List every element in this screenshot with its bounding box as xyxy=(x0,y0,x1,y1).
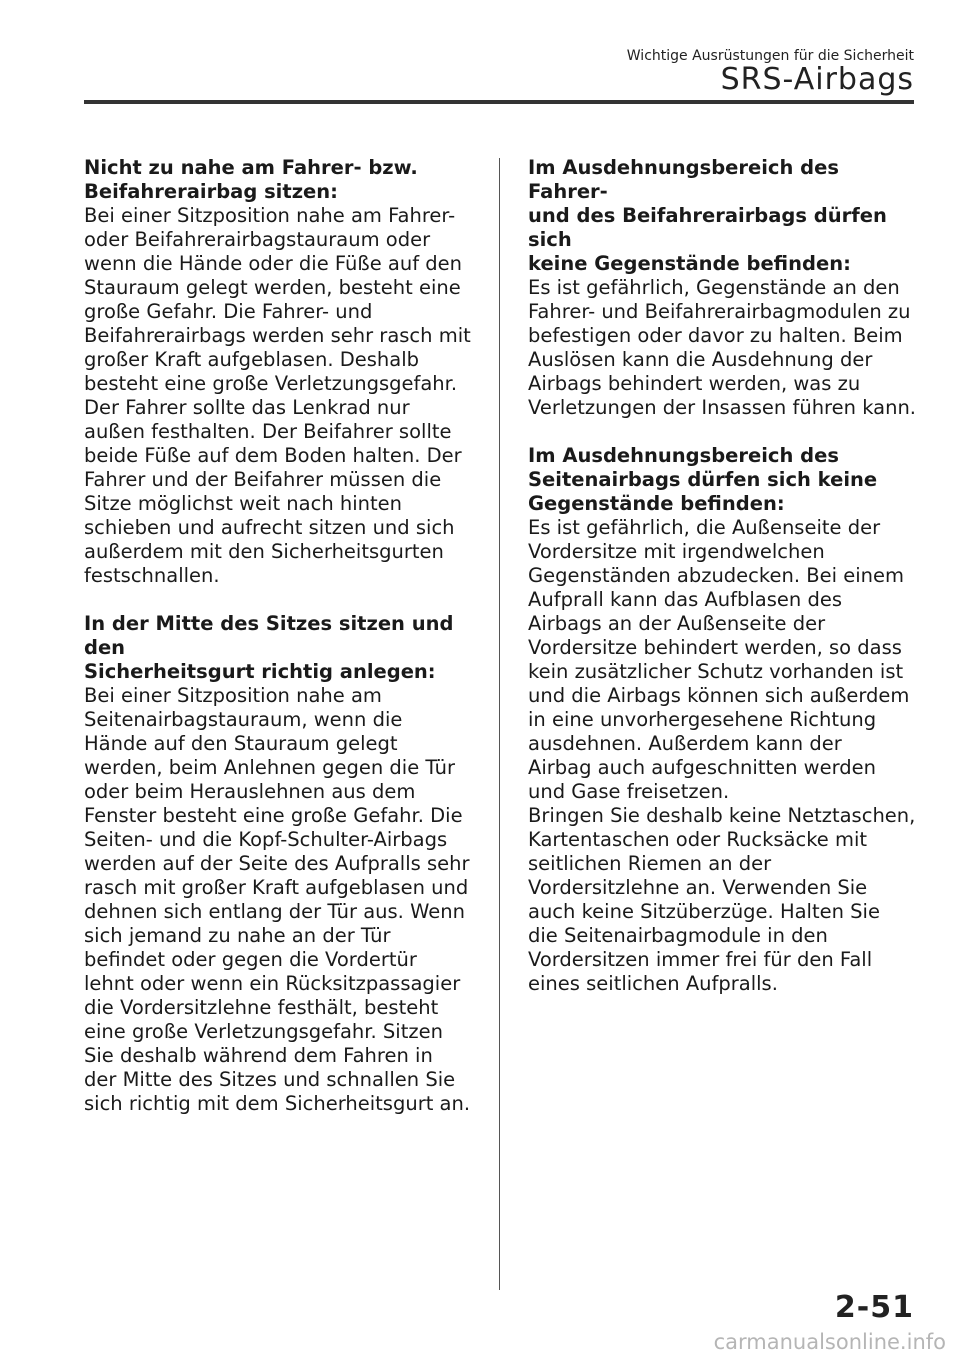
page-title: SRS-Airbags xyxy=(720,62,914,97)
page-number: 2-51 xyxy=(834,1290,914,1325)
warning-section-2 xyxy=(84,612,482,1116)
section-heading: Im Ausdehnungsbereich des Seitenairbags dürfen sich keine Gegenstände befinden: xyxy=(528,444,878,515)
watermark: carmanualsonline.info xyxy=(713,1330,946,1354)
section-heading: Im Ausdehnungsbereich des Fahrer- und des Beifahrerairbags dürfen sich keine Gegenstände befinden: xyxy=(528,156,887,275)
section-body: Bei einer Sitzposition nahe am Seitenairbagstauraum, wenn die Hände auf den Stauraum gelegt werden, beim Anlehnen gegen die Tür oder beim Herauslehnen aus dem Fenster besteht eine große Gefahr. Die Seiten- und die Kopf-Schulter-Airbags werden auf der Seite des Aufpralls sehr rasch mit großer Kraft aufgeblasen und dehnen sich entlang der Tür aus. Wenn sich jemand zu nahe an der Tür befindet oder gegen die Vordertür lehnt oder wenn ein Rücksitzpassagier die Vordersitzlehne festhält, besteht eine große Verletzungsgefahr. Sitzen Sie deshalb während dem Fahren in der Mitte des Sitzes und schnallen Sie sich richtig mit dem Sicherheitsgurt an. xyxy=(84,684,471,1115)
section-body: Es ist gefährlich, die Außenseite der Vordersitze mit irgendwelchen Gegenständen abzudecken. Bei einem Aufprall kann das Aufblasen des Airbags an der Außenseite der Vordersitze behindert werden, so dass kein zusätzlicher Schutz vorhanden ist und die Airbags können sich außerdem in eine unvorhergesehene Richtung ausdehnen. Außerdem kann der Airbag auch aufgeschnitten werden und Gase freisetzen. Bringen Sie deshalb keine Netztaschen, Kartentaschen oder Rucksäcke mit seitlichen Riemen an der Vordersitzlehne an. Verwenden Sie auch keine Sitzüberzüge. Halten Sie die Seitenairbagmodule in den Vordersitzen immer frei für den Fall eines seitlichen Aufpralls. xyxy=(528,516,916,995)
warning-section-4 xyxy=(528,444,920,996)
section-heading: In der Mitte des Sitzes sitzen und den Sicherheitsgurt richtig anlegen: xyxy=(84,612,454,683)
section-body: Es ist gefährlich, Gegenstände an den Fahrer- und Beifahrerairbagmodulen zu befestigen oder davor zu halten. Beim Auslösen kann die Ausdehnung der Airbags behindert werden, was zu Verletzungen der Insassen führen kann. xyxy=(528,276,917,419)
left-column xyxy=(84,156,482,1140)
section-subtitle: Wichtige Ausrüstungen für die Sicherheit xyxy=(626,48,914,64)
warning-section-3 xyxy=(528,156,920,420)
header-rule xyxy=(84,100,914,104)
section-heading: Nicht zu nahe am Fahrer- bzw. Beifahrerairbag sitzen: xyxy=(84,156,418,203)
warning-section-1 xyxy=(84,156,482,588)
column-divider xyxy=(499,158,500,1290)
section-body: Bei einer Sitzposition nahe am Fahrer- oder Beifahrerairbagstauraum oder wenn die Hände oder die Füße auf den Stauraum gelegt werden, besteht eine große Gefahr. Die Fahrer- und Beifahrerairbags werden sehr rasch mit großer Kraft aufgeblasen. Deshalb besteht eine große Verletzungsgefahr. Der Fahrer sollte das Lenkrad nur außen festhalten. Der Beifahrer sollte beide Füße auf dem Boden halten. Der Fahrer und der Beifahrer müssen die Sitze möglichst weit nach hinten schieben und aufrecht sitzen und sich außerdem mit den Sicherheitsgurten festschnallen. xyxy=(84,204,471,587)
right-column xyxy=(528,156,920,1020)
